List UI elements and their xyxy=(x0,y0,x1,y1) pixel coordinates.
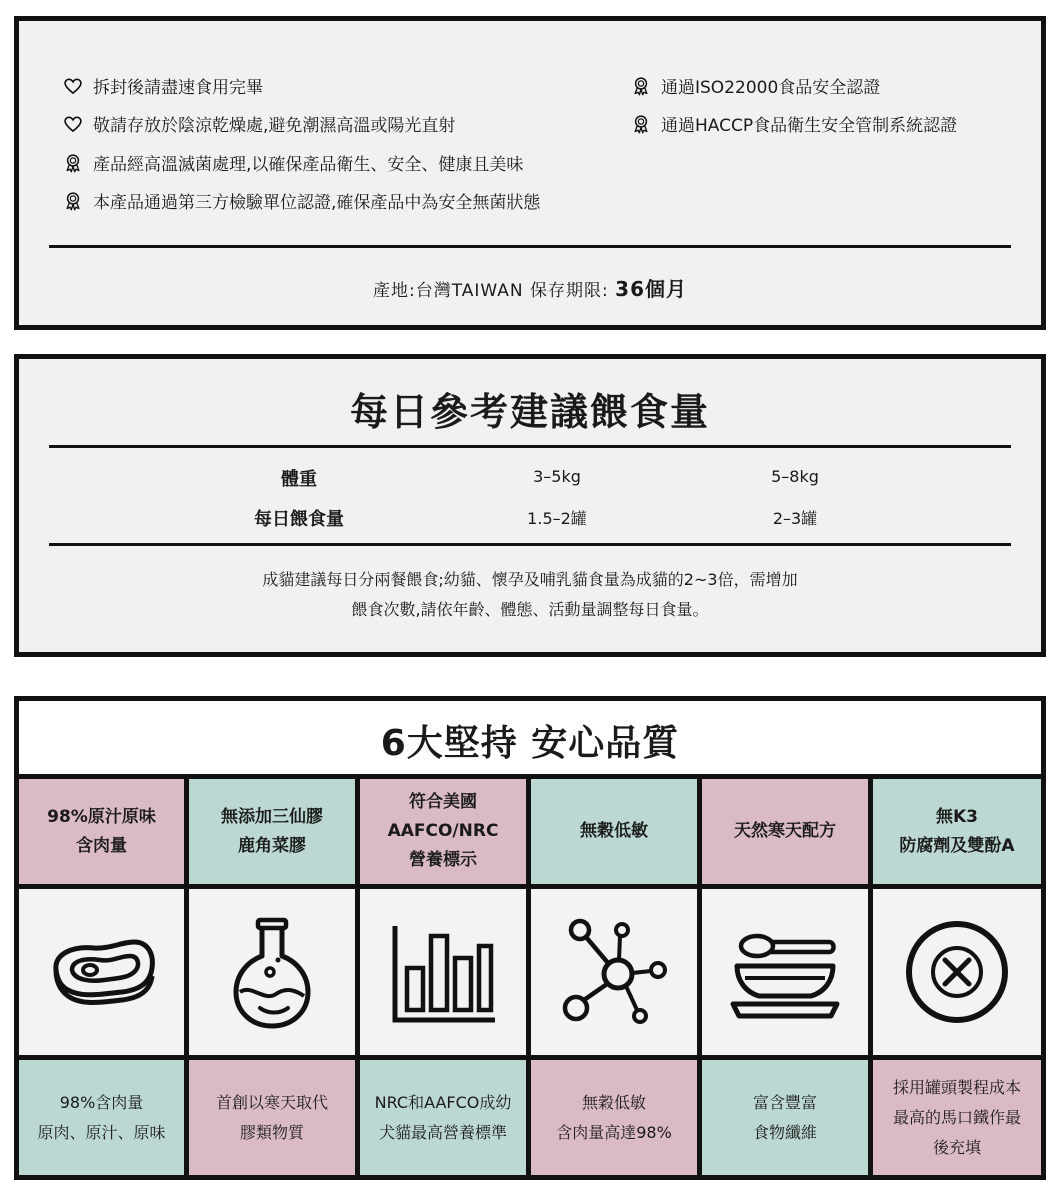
feeding-note-line2: 餵食次數,請依年齡、體態、活動量調整每日食量。 xyxy=(351,600,709,619)
commitment-description: 富含豐富 食物纖維 xyxy=(702,1060,868,1175)
weight-range-2: 5–8kg xyxy=(771,467,819,486)
note-text: 敬請存放於陰涼乾燥處,避免潮濕高溫或陽光直射 xyxy=(93,116,456,136)
flask-icon xyxy=(212,912,332,1032)
commitment-description: 首創以寒天取代 膠類物質 xyxy=(189,1060,355,1175)
note-item xyxy=(63,111,455,136)
grid-line xyxy=(868,774,873,1175)
product-notes-panel xyxy=(14,16,1046,330)
divider xyxy=(49,445,1011,448)
commitment-header: 無穀低敏 xyxy=(531,779,697,884)
weight-range-1: 3–5kg xyxy=(533,467,581,486)
grid-line xyxy=(697,774,702,1175)
bowl-spoon-icon xyxy=(725,912,845,1032)
commitment-icon-cell xyxy=(531,889,697,1055)
quality-title: 6大堅持 安心品質 xyxy=(380,723,680,764)
note-item xyxy=(63,188,540,213)
commitment-icon-cell xyxy=(189,889,355,1055)
award-icon xyxy=(63,153,83,173)
commitment-icon-cell xyxy=(873,889,1041,1055)
commitment-icon-cell xyxy=(360,889,526,1055)
award-icon xyxy=(631,76,651,96)
commitment-header: 無添加三仙膠 鹿角菜膠 xyxy=(189,779,355,884)
feeding-title: 每日參考建議餵食量 xyxy=(349,390,710,434)
note-text: 本產品通過第三方檢驗單位認證,確保產品中為安全無菌狀態 xyxy=(93,193,541,213)
commitment-description: 採用罐頭製程成本 最高的馬口鐵作最 後充填 xyxy=(873,1060,1041,1175)
feeding-guide-panel xyxy=(14,354,1046,657)
divider xyxy=(49,245,1011,248)
bar-chart-icon xyxy=(383,912,503,1032)
heart-icon xyxy=(63,114,83,134)
note-item xyxy=(63,150,523,175)
certification-text: 通過HACCP食品衛生安全管制系統認證 xyxy=(661,116,958,136)
certification-text: 通過ISO22000食品安全認證 xyxy=(661,78,881,98)
certification-item xyxy=(631,73,880,98)
divider xyxy=(49,543,1011,546)
commitment-header: 天然寒天配方 xyxy=(702,779,868,884)
quality-commitments-panel xyxy=(14,696,1046,1180)
molecule-icon xyxy=(554,912,674,1032)
weight-label: 體重 xyxy=(281,469,317,490)
cross-circle-icon xyxy=(897,912,1017,1032)
origin-shelf-life xyxy=(19,273,1041,302)
grid-line xyxy=(526,774,531,1175)
feeding-note-line1: 成貓建議每日分兩餐餵食;幼貓、懷孕及哺乳貓食量為成貓的2~3倍，需增加 xyxy=(262,570,798,589)
award-icon xyxy=(63,191,83,211)
note-text: 產品經高溫滅菌處理,以確保產品衛生、安全、健康且美味 xyxy=(93,155,524,175)
commitment-icon-cell xyxy=(19,889,184,1055)
commitment-header: 符合美國 AAFCO/NRC 營養標示 xyxy=(360,779,526,884)
award-icon xyxy=(631,114,651,134)
certification-item xyxy=(631,111,957,136)
note-text: 拆封後請盡速食用完畢 xyxy=(93,78,263,98)
commitment-description: 98%含肉量 原肉、原汁、原味 xyxy=(19,1060,184,1175)
commitment-description: 無穀低敏 含肉量高達98% xyxy=(531,1060,697,1175)
grid-line xyxy=(184,774,189,1175)
commitment-description: NRC和AAFCO成幼 犬貓最高營養標準 xyxy=(360,1060,526,1175)
note-item xyxy=(63,73,263,98)
commitment-header: 無K3 防腐劑及雙酚A xyxy=(873,779,1041,884)
commitment-icon-cell xyxy=(702,889,868,1055)
shelf-life-value: 36個月 xyxy=(615,277,688,301)
grid-line xyxy=(355,774,360,1175)
steak-icon xyxy=(42,912,162,1032)
commitment-header: 98%原汁原味 含肉量 xyxy=(19,779,184,884)
daily-amount-1: 1.5–2罐 xyxy=(527,509,587,528)
origin-text: 產地:台灣TAIWAN 保存期限: xyxy=(372,281,616,301)
heart-icon xyxy=(63,76,83,96)
daily-amount-label: 每日餵食量 xyxy=(254,509,344,530)
daily-amount-2: 2–3罐 xyxy=(772,509,818,528)
